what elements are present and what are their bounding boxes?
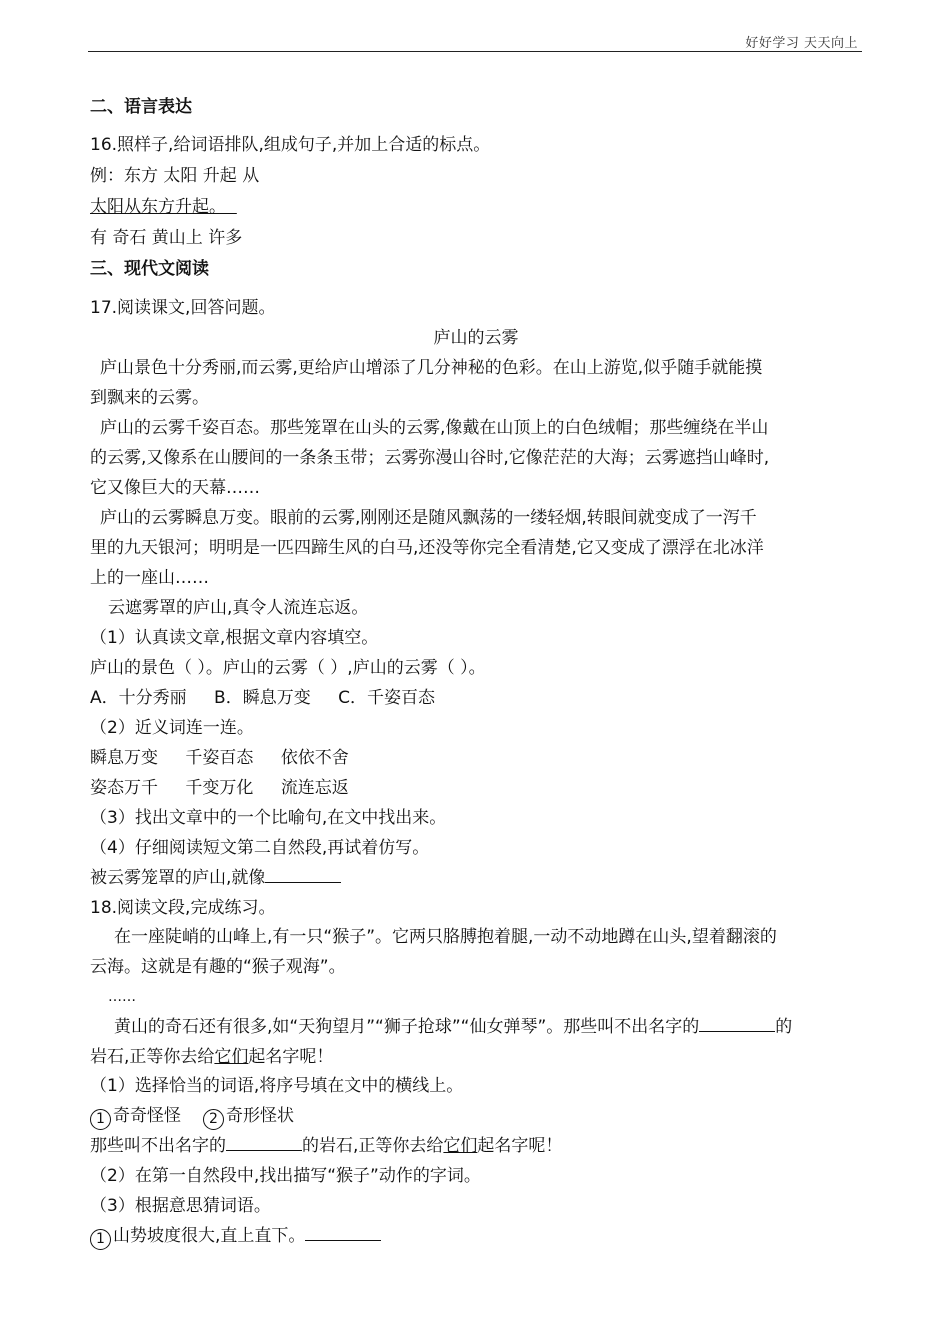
fill-prefix: 被云雾笼罩的庐山,就像: [90, 868, 266, 888]
underlined-word: 它们: [443, 1136, 478, 1156]
question-prompt: 16.照样子,给词语排队,组成句子,并加上合适的标点。: [90, 135, 491, 155]
header-divider: [88, 51, 862, 52]
passage-text: 黄山的奇石还有很多,如“天狗望月”“狮子抢球”“仙女弹琴”。那些叫不出名字的: [114, 1017, 700, 1037]
sub-question: （1）认真读文章,根据文章内容填空。: [90, 628, 379, 648]
passage-text: 的: [775, 1017, 793, 1037]
section-heading: 三、现代文阅读: [90, 259, 209, 279]
fill-sentence: 庐山的景色（ ）。庐山的云雾（ ）,庐山的云雾（ ）。: [90, 658, 486, 678]
answer-blank[interactable]: [226, 1132, 302, 1151]
underlined-word: 它们: [214, 1047, 249, 1067]
fill-text: 起名字呢！: [477, 1136, 563, 1156]
fill-sentence: [90, 1131, 862, 1161]
passage-line: 里的九天银河；明明是一匹四蹄生风的白马,还没等你完全看清楚,它又变成了漂浮在北冰洋: [90, 538, 764, 558]
synonym-row: [90, 743, 862, 773]
answer-options: [90, 683, 862, 713]
sub-question: （4）仔细阅读短文第二自然段,再试着仿写。: [90, 838, 430, 858]
fill-sentence: [90, 863, 862, 893]
section-heading: 二、语言表达: [90, 97, 192, 117]
example-answer: [90, 192, 862, 222]
option-c[interactable]: C．千姿百态: [338, 688, 435, 708]
synonym-word[interactable]: 姿态万千: [90, 778, 158, 798]
question-prompt: 18.阅读文段,完成练习。: [90, 898, 276, 918]
page-header: 好好学习 天天向上: [745, 36, 858, 51]
fill-text: 山势坡度很大,直上直下。: [113, 1226, 306, 1246]
synonym-word[interactable]: 千姿百态: [185, 748, 254, 768]
synonym-word[interactable]: 千变万化: [185, 778, 254, 798]
word-options: [90, 1101, 862, 1131]
task-words: 有 奇石 黄山上 许多: [90, 228, 243, 248]
passage-text: 岩石,正等你去给: [90, 1047, 215, 1067]
example-words: 例：东方 太阳 升起 从: [90, 166, 260, 186]
sub-question: （3）找出文章中的一个比喻句,在文中找出来。: [90, 808, 447, 828]
passage-line: 到飘来的云雾。: [90, 388, 209, 408]
synonym-word[interactable]: 瞬息万变: [90, 748, 158, 768]
passage-line: 云海。这就是有趣的“猴子观海”。: [90, 957, 346, 977]
option-a[interactable]: A．十分秀丽: [90, 688, 187, 708]
passage-line: 上的一座山……: [90, 568, 209, 588]
passage-line: [90, 1012, 886, 1042]
answer-blank[interactable]: [305, 1222, 381, 1241]
passage-line: 庐山的云雾瞬息万变。眼前的云雾,刚刚还是随风飘荡的一缕轻烟,转眼间就变成了一泻千: [100, 508, 757, 528]
passage-line: 在一座陡峭的山峰上,有一只“猴子”。它两只胳膊抱着腿,一动不动地蹲在山头,望着翻滚的: [114, 927, 777, 947]
question-prompt: 17.阅读课文,回答问题。: [90, 298, 276, 318]
circled-number-1: 1: [90, 1229, 111, 1250]
circled-number-2: 2: [203, 1109, 224, 1130]
passage-line: 的云雾,又像系在山腰间的一条条玉带；云雾弥漫山谷时,它像茫茫的大海；云雾遮挡山峰时,: [90, 448, 770, 468]
sub-question: （3）根据意思猜词语。: [90, 1196, 271, 1216]
sub-question: （2）近义词连一连。: [90, 718, 254, 738]
passage-line: 它又像巨大的天幕……: [90, 478, 260, 498]
circled-number-1: 1: [90, 1109, 111, 1130]
passage-title: 庐山的云雾: [433, 328, 519, 348]
sub-question: （2）在第一自然段中,找出描写“猴子”动作的字词。: [90, 1166, 481, 1186]
passage-text: 起名字呢！: [248, 1047, 334, 1067]
option-word[interactable]: 奇奇怪怪: [113, 1106, 181, 1126]
fill-sentence: [90, 1221, 862, 1251]
passage-line: 庐山景色十分秀丽,而云雾,更给庐山增添了几分神秘的色彩。在山上游览,似乎随手就能摸: [100, 358, 763, 378]
fill-text: 的岩石,正等你去给: [302, 1136, 444, 1156]
option-word[interactable]: 奇形怪状: [226, 1106, 294, 1126]
passage-line: 云遮雾罩的庐山,真令人流连忘返。: [108, 598, 369, 618]
example-answer-text: 太阳从东方升起。: [90, 197, 226, 217]
passage-ellipsis: ……: [108, 989, 136, 1005]
passage-line: [90, 1042, 862, 1072]
synonym-word[interactable]: 依依不舍: [280, 748, 349, 768]
synonym-row: [90, 773, 862, 803]
sub-question: （1）选择恰当的词语,将序号填在文中的横线上。: [90, 1076, 464, 1096]
option-b[interactable]: B．瞬息万变: [214, 688, 311, 708]
answer-blank[interactable]: [265, 864, 341, 883]
answer-blank[interactable]: [699, 1013, 775, 1032]
passage-line: 庐山的云雾千姿百态。那些笼罩在山头的云雾,像戴在山顶上的白色绒帽；那些缠绕在半山: [100, 418, 769, 438]
synonym-word[interactable]: 流连忘返: [280, 778, 349, 798]
fill-text: 那些叫不出名字的: [90, 1136, 226, 1156]
